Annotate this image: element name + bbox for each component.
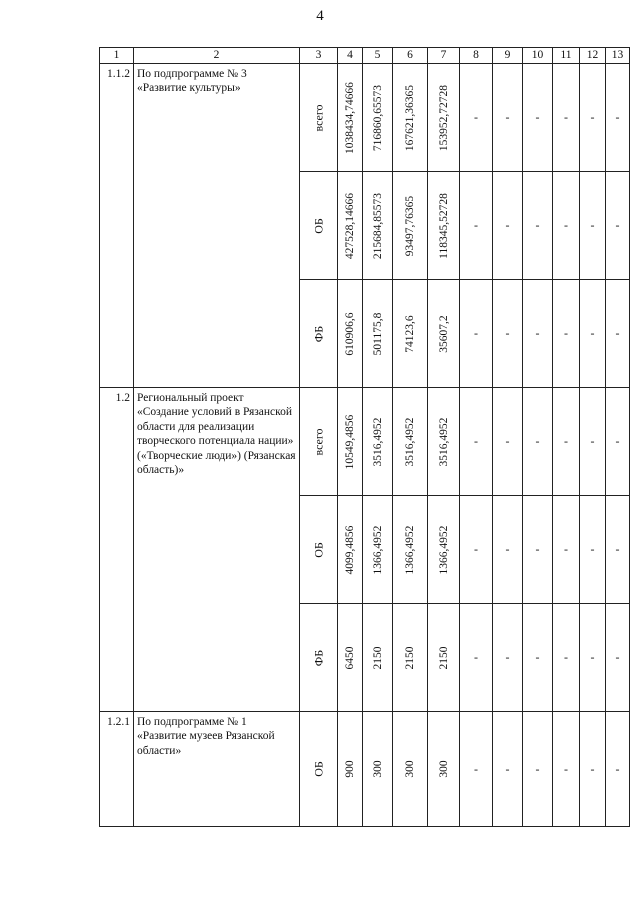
empty-value-dash: - <box>523 604 553 712</box>
empty-value-dash: - <box>493 604 523 712</box>
table-row <box>100 388 630 496</box>
value-cell <box>363 712 393 827</box>
value: 300 <box>371 760 384 778</box>
empty-value-dash: - <box>606 496 630 604</box>
value-cell <box>428 604 460 712</box>
value: 215684,85573 <box>371 192 384 259</box>
value: 300 <box>437 760 450 778</box>
column-header: 12 <box>580 48 606 64</box>
row-code: 1.2.1 <box>100 712 134 827</box>
row-code: 1.2 <box>100 388 134 712</box>
value: 1366,4952 <box>437 525 450 574</box>
value-cell <box>428 496 460 604</box>
row-name: Региональный проект «Создание условий в Рязанской области для реализации творческого потенциала нации» («Творческие люди») (Рязанская область)» <box>134 388 300 712</box>
empty-value-dash: - <box>523 280 553 388</box>
value: 3516,4952 <box>403 417 416 466</box>
empty-value-dash: - <box>580 604 606 712</box>
empty-value-dash: - <box>460 64 493 172</box>
funding-source-cell <box>300 604 338 712</box>
value: 900 <box>343 760 356 778</box>
empty-value-dash: - <box>553 64 580 172</box>
value-cell <box>363 604 393 712</box>
value-cell <box>338 712 363 827</box>
value-cell <box>393 172 428 280</box>
funding-source: ОБ <box>311 761 325 777</box>
funding-source: всего <box>311 427 325 456</box>
empty-value-dash: - <box>553 604 580 712</box>
header-row <box>100 48 630 64</box>
table-row <box>100 64 630 172</box>
value-cell <box>393 280 428 388</box>
empty-value-dash: - <box>523 388 553 496</box>
empty-value-dash: - <box>493 280 523 388</box>
value-cell <box>338 280 363 388</box>
column-header: 7 <box>428 48 460 64</box>
value: 427528,14666 <box>343 192 356 259</box>
funding-source-cell <box>300 172 338 280</box>
empty-value-dash: - <box>493 712 523 827</box>
funding-source: ФБ <box>311 649 325 666</box>
value: 716860,65573 <box>371 84 384 151</box>
value: 3516,4952 <box>437 417 450 466</box>
value-cell <box>338 172 363 280</box>
value-cell <box>338 496 363 604</box>
row-name: По подпрограмме № 3 «Развитие культуры» <box>134 64 300 388</box>
value-cell <box>363 172 393 280</box>
value: 10549,4856 <box>343 414 356 469</box>
value: 167621,36365 <box>403 84 416 151</box>
value: 2150 <box>371 646 384 669</box>
table-row <box>100 712 630 827</box>
value-cell <box>428 388 460 496</box>
value: 6450 <box>343 646 356 669</box>
empty-value-dash: - <box>523 496 553 604</box>
value: 74123,6 <box>403 314 416 353</box>
value: 1038434,74666 <box>343 81 356 154</box>
value-cell <box>393 712 428 827</box>
value-cell <box>393 64 428 172</box>
empty-value-dash: - <box>523 712 553 827</box>
empty-value-dash: - <box>460 280 493 388</box>
funding-source-cell <box>300 280 338 388</box>
row-code: 1.1.2 <box>100 64 134 388</box>
value-cell <box>393 388 428 496</box>
empty-value-dash: - <box>606 64 630 172</box>
empty-value-dash: - <box>553 712 580 827</box>
column-header: 2 <box>134 48 300 64</box>
value-cell <box>363 496 393 604</box>
empty-value-dash: - <box>580 388 606 496</box>
value-cell <box>338 64 363 172</box>
column-header: 9 <box>493 48 523 64</box>
empty-value-dash: - <box>553 496 580 604</box>
value-cell <box>338 604 363 712</box>
funding-source: ОБ <box>311 541 325 558</box>
empty-value-dash: - <box>580 64 606 172</box>
funding-source: ФБ <box>311 325 325 342</box>
column-header: 11 <box>553 48 580 64</box>
empty-value-dash: - <box>606 172 630 280</box>
value-cell <box>363 280 393 388</box>
value: 35607,2 <box>437 314 450 353</box>
page-number: 4 <box>316 8 324 24</box>
row-name: По подпрограмме № 1 «Развитие музеев Рязанской области» <box>134 712 300 827</box>
empty-value-dash: - <box>523 172 553 280</box>
empty-value-dash: - <box>523 64 553 172</box>
empty-value-dash: - <box>460 496 493 604</box>
column-header: 13 <box>606 48 630 64</box>
empty-value-dash: - <box>460 388 493 496</box>
empty-value-dash: - <box>493 496 523 604</box>
empty-value-dash: - <box>606 388 630 496</box>
empty-value-dash: - <box>460 172 493 280</box>
value-cell <box>338 388 363 496</box>
funding-source-cell <box>300 496 338 604</box>
value-cell <box>428 280 460 388</box>
column-header: 10 <box>523 48 553 64</box>
empty-value-dash: - <box>580 280 606 388</box>
funding-source-cell <box>300 388 338 496</box>
value: 93497,76365 <box>403 195 416 256</box>
value: 2150 <box>437 646 450 669</box>
value-cell <box>428 172 460 280</box>
column-header: 3 <box>300 48 338 64</box>
value: 153952,72728 <box>437 84 450 151</box>
empty-value-dash: - <box>553 280 580 388</box>
value-cell <box>428 712 460 827</box>
empty-value-dash: - <box>606 712 630 827</box>
value-cell <box>428 64 460 172</box>
value: 2150 <box>403 646 416 669</box>
column-header: 6 <box>393 48 428 64</box>
empty-value-dash: - <box>553 172 580 280</box>
empty-value-dash: - <box>580 712 606 827</box>
value-cell <box>393 496 428 604</box>
empty-value-dash: - <box>606 280 630 388</box>
empty-value-dash: - <box>580 172 606 280</box>
empty-value-dash: - <box>606 604 630 712</box>
value: 1366,4952 <box>403 525 416 574</box>
empty-value-dash: - <box>460 712 493 827</box>
column-header: 1 <box>100 48 134 64</box>
value-cell <box>393 604 428 712</box>
column-header: 8 <box>460 48 493 64</box>
empty-value-dash: - <box>460 604 493 712</box>
budget-table <box>99 47 630 827</box>
funding-source: всего <box>311 103 325 132</box>
empty-value-dash: - <box>553 388 580 496</box>
empty-value-dash: - <box>493 172 523 280</box>
value: 3516,4952 <box>371 417 384 466</box>
value-cell <box>363 388 393 496</box>
value: 610906,6 <box>343 311 356 356</box>
empty-value-dash: - <box>493 64 523 172</box>
value: 118345,52728 <box>437 192 450 259</box>
empty-value-dash: - <box>580 496 606 604</box>
value: 1366,4952 <box>371 525 384 574</box>
column-header: 4 <box>338 48 363 64</box>
empty-value-dash: - <box>493 388 523 496</box>
value: 4099,4856 <box>343 525 356 574</box>
value: 300 <box>403 760 416 778</box>
funding-source-cell <box>300 712 338 827</box>
column-header: 5 <box>363 48 393 64</box>
value-cell <box>363 64 393 172</box>
funding-source: ОБ <box>311 217 325 234</box>
value: 501175,8 <box>371 312 384 355</box>
funding-source-cell <box>300 64 338 172</box>
